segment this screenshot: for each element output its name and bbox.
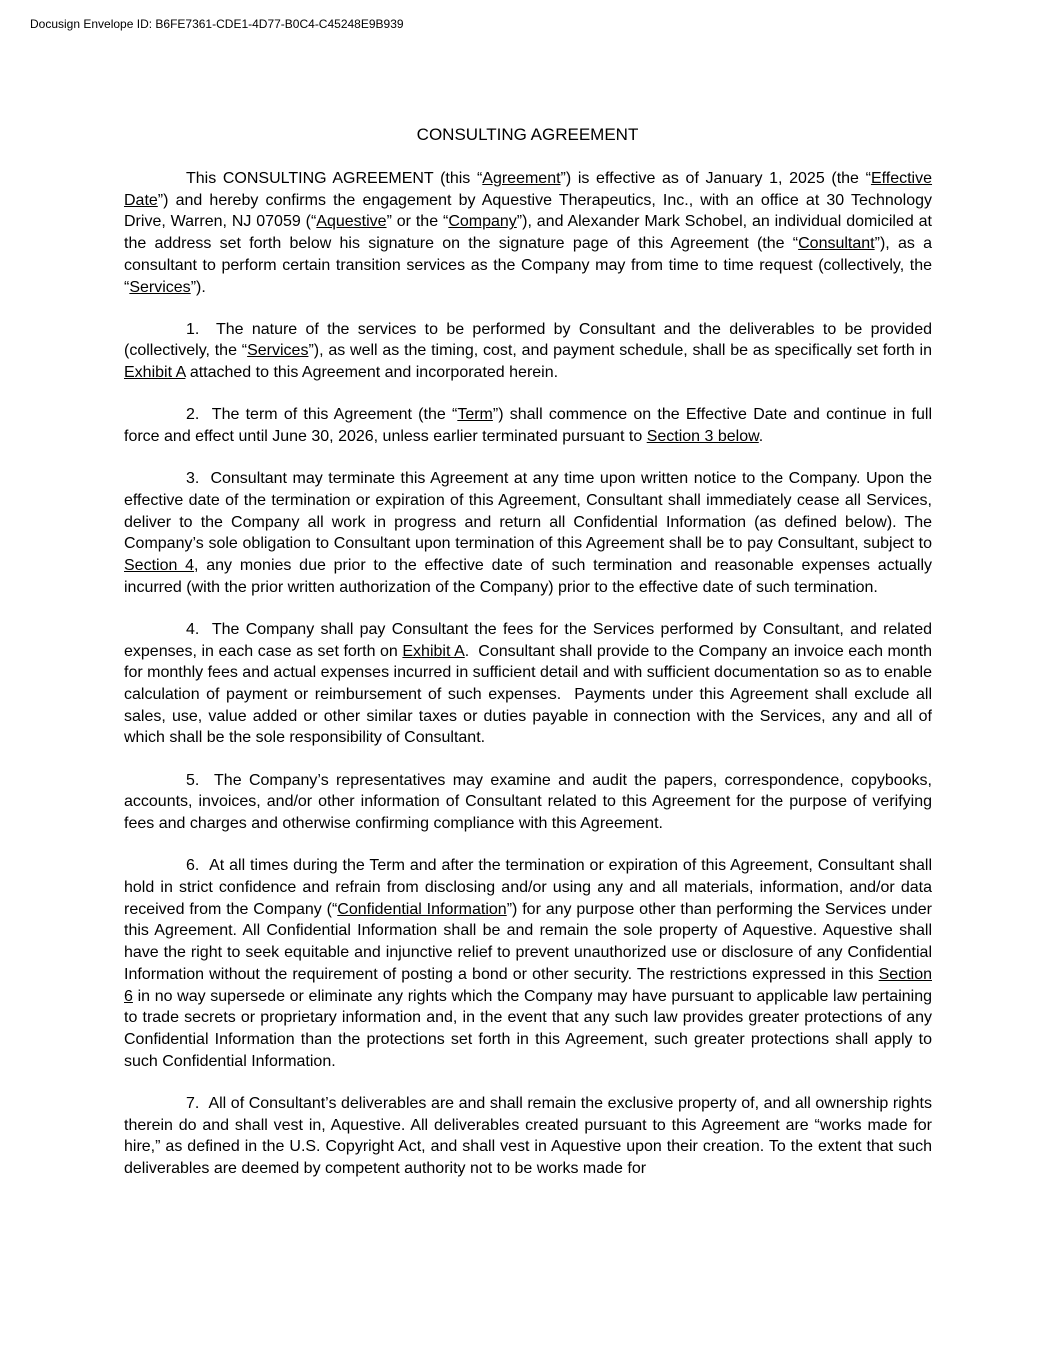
paragraph-text: ”) for any purpose other than performing the Services under this Agreement. All Confidential Information shall be and remain the sole property of Aquestive. Aquestive shall have the right to seek equitable and injunctive relief to prevent unauthorized use or disclosure of any Confidential Information without the requirement of posting a bond or other security. The restrictions expressed in this bbox=[124, 900, 932, 983]
defined-term: Section 6 bbox=[124, 965, 932, 1005]
defined-term: Term bbox=[457, 406, 493, 424]
defined-term: Effective Date bbox=[124, 170, 933, 209]
paragraph-text: 5. The Company’s representatives may examine and audit the papers, correspondence, copybooks, accounts, invoices, and/or other information of Consultant related to this Agreement for the purpose of verifying fees and charges and otherwise confirming compliance with this Agreement. bbox=[124, 771, 932, 833]
paragraph-text: . Consultant shall provide to the Company an invoice each month for monthly fees and actual expenses incurred in sufficient detail and with sufficient documentation so as to enable calculation of payment or reimbursement of such expenses. Payments under this Agreement shall exclude all sales, use, value added or other similar taxes or duties payable in connection with the Services, any and all of which shall be the sole responsibility of Consultant. bbox=[124, 642, 932, 747]
paragraph-text: 7. All of Consultant’s deliverables are and shall remain the exclusive property of, and all ownership rights therein do and shall vest in, Aquestive. All deliverables created pursuant to this Agreement are “works made for hire,” as defined in the U.S. Copyright Act, and shall vest in Aquestive upon their creation. To the extent that such deliverables are deemed by competent authority not to be works made for bbox=[124, 1094, 932, 1177]
paragraph-text: This CONSULTING AGREEMENT (this “ bbox=[186, 170, 483, 187]
paragraph-text: ”), as a consultant to perform certain transition services as the Company may from time to time request (collectively, the “ bbox=[124, 235, 932, 296]
section-2-paragraph bbox=[124, 404, 932, 447]
paragraph-text: . bbox=[758, 428, 764, 446]
defined-term: Consultant bbox=[798, 235, 875, 253]
defined-term: Company bbox=[448, 213, 517, 231]
document-body bbox=[124, 168, 932, 1200]
paragraph-text: 4. The Company shall pay Consultant the fees for the Services performed by Consultant, and related expenses, in each case as set forth on bbox=[124, 620, 932, 660]
paragraph-text: ”) shall commence on the Effective Date and continue in full force and effect until June 30, 2026, unless earlier terminated pursuant to bbox=[124, 406, 933, 446]
defined-term: Confidential Information bbox=[337, 900, 507, 918]
intro-paragraph bbox=[124, 168, 932, 298]
defined-term: Agreement bbox=[482, 170, 561, 187]
paragraph-text: ”), and Alexander Mark Schobel, an individual domiciled at the address set forth below his signature on the signature page of this Agreement (the “ bbox=[124, 213, 933, 253]
paragraph-text: in no way supersede or eliminate any rights which the Company may have pursuant to applicable law pertaining to trade secrets or proprietary information and, in the event that any such law provides greater protections of any Confidential Information than the protections set forth in this Agreement, such greater protections shall apply to such Confidential Information. bbox=[124, 987, 932, 1070]
section-1-paragraph bbox=[124, 319, 932, 384]
paragraph-text: ”) is effective as of January 1, 2025 (the “ bbox=[560, 170, 871, 187]
defined-term: Exhibit A bbox=[402, 642, 465, 660]
paragraph-text: ” or the “ bbox=[386, 213, 449, 231]
section-4-paragraph bbox=[124, 619, 932, 749]
paragraph-text: , any monies due prior to the effective date of such termination and reasonable expenses actually incurred (with the prior written authorization of the Company) prior to the effective date of such termination. bbox=[124, 557, 933, 596]
paragraph-text: ”). bbox=[190, 278, 206, 296]
defined-term: Services bbox=[129, 278, 191, 296]
paragraph-text: 6. At all times during the Term and after the termination or expiration of this Agreement, Consultant shall hold in strict confidence and refrain from disclosing and/or using any and all materials, information, and/or data received from the Company (“ bbox=[124, 857, 932, 918]
paragraph-text: 3. Consultant may terminate this Agreement at any time upon written notice to the Company. Upon the effective date of the termination or expiration of this Agreement, Consultant shall immediately cease all Services, deliver to the Company all work in progress and return all Confidential Information (as defined below). The Company’s sole obligation to Consultant upon termination of this Agreement shall be to pay Consultant, subject to bbox=[124, 470, 932, 553]
defined-term: Aquestive bbox=[316, 213, 387, 231]
section-3-paragraph bbox=[124, 468, 932, 598]
paragraph-text: ”), as well as the timing, cost, and payment schedule, shall be as specifically set forth in bbox=[308, 342, 932, 360]
paragraph-text: ”) and hereby confirms the engagement by Aquestive Therapeutics, Inc., with an office at 30 Technology Drive, Warren, NJ 07059 (“ bbox=[124, 191, 932, 231]
section-5-paragraph bbox=[124, 770, 932, 835]
document-title: CONSULTING AGREEMENT bbox=[416, 125, 639, 144]
defined-term: Section 3 below bbox=[646, 428, 759, 446]
defined-term: Exhibit A bbox=[124, 364, 186, 382]
paragraph-text: 2. The term of this Agreement (the “ bbox=[186, 406, 458, 424]
paragraph-text: attached to this Agreement and incorporated herein. bbox=[185, 364, 559, 382]
defined-term: Services bbox=[247, 342, 309, 360]
section-7-paragraph bbox=[124, 1093, 932, 1180]
docusign-envelope-id: Docusign Envelope ID: B6FE7361-CDE1-4D77-B0C4-C45248E9B939 bbox=[30, 17, 404, 31]
paragraph-text: 1. The nature of the services to be performed by Consultant and the deliverables to be provided (collectively, the “ bbox=[124, 320, 932, 360]
section-6-paragraph bbox=[124, 855, 932, 1072]
defined-term: Section 4 bbox=[124, 557, 195, 575]
